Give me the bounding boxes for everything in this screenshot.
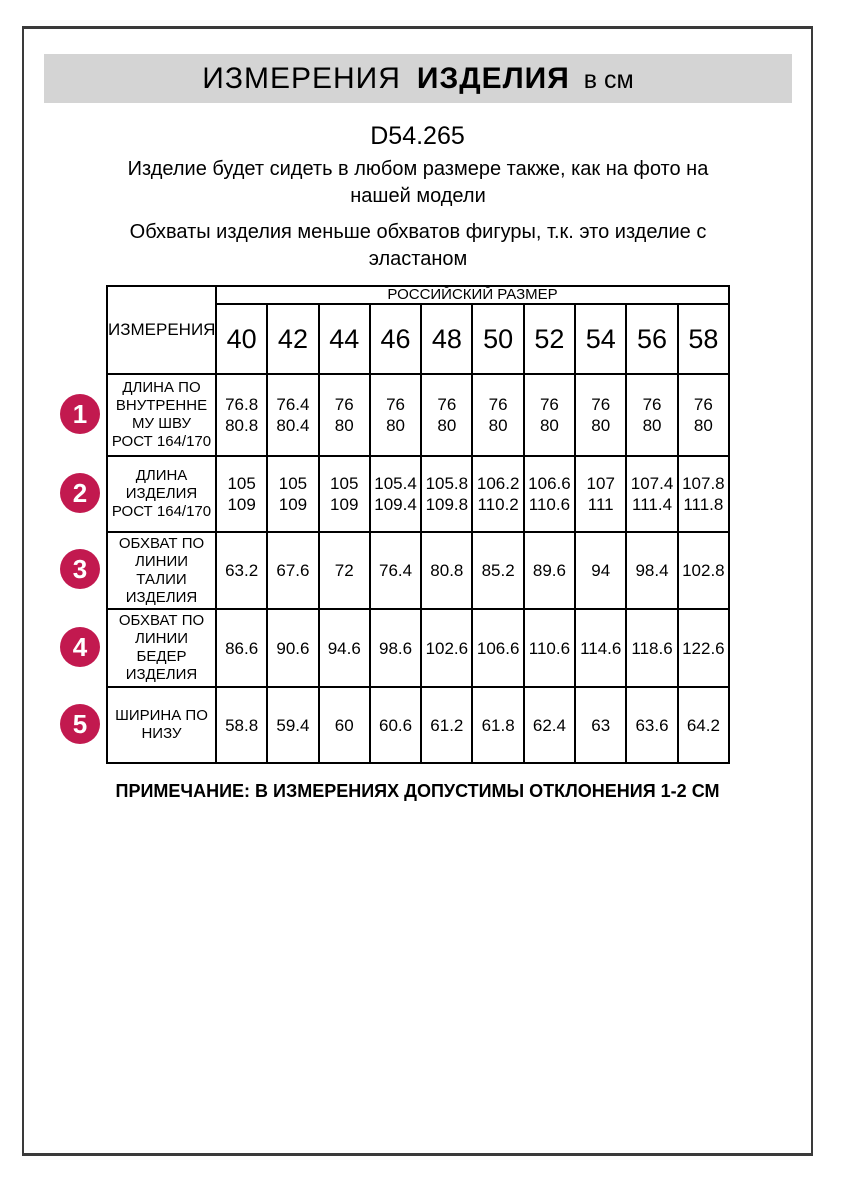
row-number-badge-1: 1 — [60, 394, 100, 434]
size-table-head — [107, 286, 729, 374]
title-unit: в см — [583, 66, 634, 94]
value-cell: 60 — [319, 687, 370, 763]
value-cell: 76 80 — [319, 374, 370, 456]
value-cell: 76.4 — [370, 532, 421, 609]
value-cell: 85.2 — [472, 532, 523, 609]
row-label: ДЛИНА ПО ВНУТРЕННЕ МУ ШВУ РОСТ 164/170 — [107, 374, 216, 456]
value-cell: 122.6 — [678, 609, 729, 687]
value-cell: 76.4 80.4 — [267, 374, 318, 456]
model-number: D54.265 — [370, 122, 465, 150]
value-cell: 107.8 111.8 — [678, 456, 729, 532]
row-number-badge-3: 3 — [60, 549, 100, 589]
row-label: ДЛИНА ИЗДЕЛИЯ РОСТ 164/170 — [107, 456, 216, 532]
size-column-header-50: 50 — [472, 304, 523, 374]
title-word-measurements: ИЗМЕРЕНИЯ — [202, 62, 401, 95]
value-cell: 76 80 — [678, 374, 729, 456]
value-cell: 67.6 — [267, 532, 318, 609]
size-column-header-42: 42 — [267, 304, 318, 374]
size-column-header-54: 54 — [575, 304, 626, 374]
value-cell: 60.6 — [370, 687, 421, 763]
intro-paragraph-2: Обхваты изделия меньше обхватов фигуры, т.к. это изделие с эластаном — [129, 221, 707, 270]
russian-size-group-header: РОССИЙСКИЙ РАЗМЕР — [216, 286, 729, 304]
value-cell: 61.2 — [421, 687, 472, 763]
value-cell: 76 80 — [370, 374, 421, 456]
value-cell: 80.8 — [421, 532, 472, 609]
size-column-header-52: 52 — [524, 304, 575, 374]
value-cell: 102.6 — [421, 609, 472, 687]
size-column-header-48: 48 — [421, 304, 472, 374]
size-column-header-44: 44 — [319, 304, 370, 374]
value-cell: 105.8 109.8 — [421, 456, 472, 532]
value-cell: 107.4 111.4 — [626, 456, 677, 532]
value-cell: 105 109 — [216, 456, 267, 532]
value-cell: 63 — [575, 687, 626, 763]
value-cell: 61.8 — [472, 687, 523, 763]
table-row — [107, 687, 729, 763]
table-row — [107, 456, 729, 532]
size-column-header-40: 40 — [216, 304, 267, 374]
value-cell: 76 80 — [626, 374, 677, 456]
value-cell: 110.6 — [524, 609, 575, 687]
value-cell: 118.6 — [626, 609, 677, 687]
value-cell: 86.6 — [216, 609, 267, 687]
table-row — [107, 609, 729, 687]
value-cell: 106.2 110.2 — [472, 456, 523, 532]
table-row — [107, 532, 729, 609]
value-cell: 106.6 — [472, 609, 523, 687]
row-label: ШИРИНА ПО НИЗУ — [107, 687, 216, 763]
value-cell: 63.2 — [216, 532, 267, 609]
value-cell: 94 — [575, 532, 626, 609]
value-cell: 107 111 — [575, 456, 626, 532]
value-cell: 105 109 — [267, 456, 318, 532]
value-cell: 98.4 — [626, 532, 677, 609]
title-word-product: ИЗДЕЛИЯ — [416, 62, 570, 95]
size-table — [106, 285, 730, 764]
value-cell: 105 109 — [319, 456, 370, 532]
value-cell: 62.4 — [524, 687, 575, 763]
size-column-header-56: 56 — [626, 304, 677, 374]
value-cell: 106.6 110.6 — [524, 456, 575, 532]
value-cell: 114.6 — [575, 609, 626, 687]
value-cell: 76 80 — [472, 374, 523, 456]
value-cell: 76 80 — [575, 374, 626, 456]
measurements-column-header: ИЗМЕРЕНИЯ — [107, 286, 216, 374]
value-cell: 64.2 — [678, 687, 729, 763]
title-banner — [44, 54, 792, 103]
value-cell: 98.6 — [370, 609, 421, 687]
note-text: ПРИМЕЧАНИЕ: В ИЗМЕРЕНИЯХ ДОПУСТИМЫ ОТКЛОНЕНИЯ 1-2 СМ — [115, 781, 720, 801]
value-cell: 76 80 — [524, 374, 575, 456]
value-cell: 72 — [319, 532, 370, 609]
value-cell: 76.8 80.8 — [216, 374, 267, 456]
value-cell: 105.4 109.4 — [370, 456, 421, 532]
size-column-header-58: 58 — [678, 304, 729, 374]
value-cell: 59.4 — [267, 687, 318, 763]
value-cell: 76 80 — [421, 374, 472, 456]
intro-paragraph-1: Изделие будет сидеть в любом размере также, как на фото на нашей модели — [127, 158, 709, 207]
value-cell: 102.8 — [678, 532, 729, 609]
table-row — [107, 374, 729, 456]
size-column-header-46: 46 — [370, 304, 421, 374]
row-label: ОБХВАТ ПО ЛИНИИ БЕДЕР ИЗДЕЛИЯ — [107, 609, 216, 687]
value-cell: 58.8 — [216, 687, 267, 763]
row-number-badge-2: 2 — [60, 473, 100, 513]
value-cell: 90.6 — [267, 609, 318, 687]
value-cell: 89.6 — [524, 532, 575, 609]
value-cell: 63.6 — [626, 687, 677, 763]
row-number-badge-4: 4 — [60, 627, 100, 667]
row-number-badge-5: 5 — [60, 704, 100, 744]
size-table-body — [107, 374, 729, 763]
value-cell: 94.6 — [319, 609, 370, 687]
row-label: ОБХВАТ ПО ЛИНИИ ТАЛИИ ИЗДЕЛИЯ — [107, 532, 216, 609]
